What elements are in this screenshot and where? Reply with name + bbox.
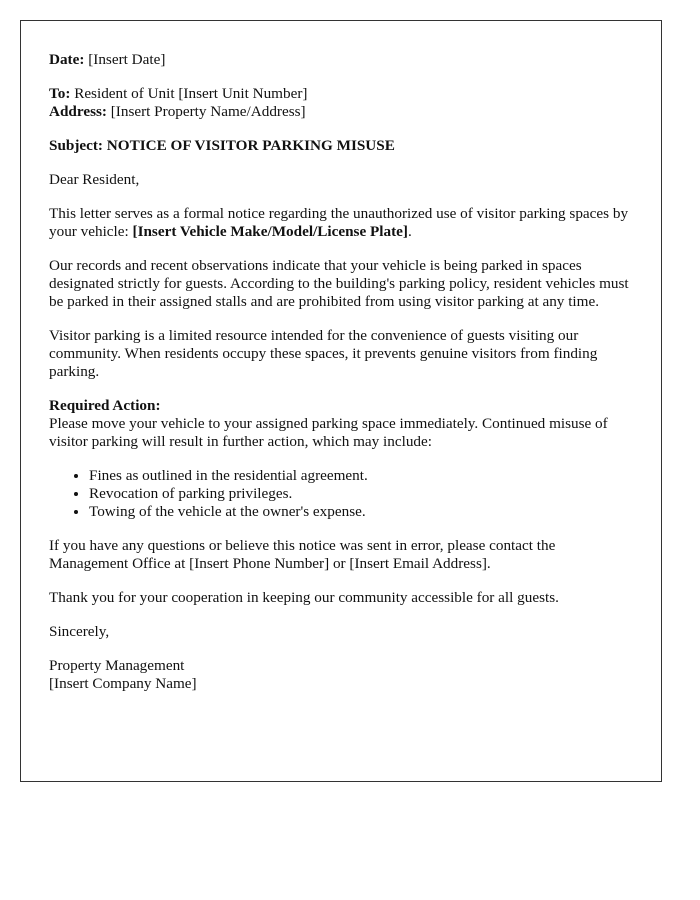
notice-text: This letter serves as a formal notice regarding the unauthorized use of visitor parking spaces by your vehicle: [49, 205, 629, 240]
list-item: • Fines as outlined in the residential agreement. [89, 467, 633, 485]
to-value: Resident of Unit [Insert Unit Number] [70, 85, 308, 102]
paragraph-visitor: Visitor parking is a limited resource intended for the convenience of guests visiting our community. When residents occupy these spaces, it prevents genuine visitors from finding parking. [49, 327, 598, 380]
address-label: Address: [49, 103, 107, 120]
paragraph-notice [49, 205, 633, 241]
subject-value: NOTICE OF VISITOR PARKING MISUSE [103, 137, 395, 154]
subject-line [49, 137, 633, 155]
required-action-label: Required Action: [49, 397, 161, 414]
signoff: Sincerely, [49, 623, 110, 640]
consequence-list [49, 467, 633, 521]
address-value: [Insert Property Name/Address] [106, 103, 306, 120]
subject-label: Subject: [49, 137, 103, 154]
signature-block [49, 657, 633, 693]
vehicle-placeholder: [Insert Vehicle Make/Model/License Plate] [132, 223, 408, 240]
sender-name: Property Management [49, 657, 185, 674]
date-line [49, 51, 633, 69]
recipient-block [49, 85, 633, 121]
date-value: [Insert Date] [84, 51, 166, 68]
paragraph-thanks: Thank you for your cooperation in keeping our community accessible for all guests. [49, 589, 559, 606]
list-item: • Revocation of parking privileges. [89, 485, 633, 503]
notice-end: . [407, 223, 412, 240]
letter [20, 20, 662, 782]
required-action [49, 397, 633, 451]
paragraph-records: Our records and recent observations indicate that your vehicle is being parked in spaces designated strictly for guests. According to the building's parking policy, resident vehicles must be parked in their assigned stalls and are prohibited from using visitor parking at any time. [49, 257, 629, 310]
paragraph-contact: If you have any questions or believe this notice was sent in error, please contact the Management Office at [Insert Phone Number] or [Insert Email Address]. [49, 537, 556, 572]
date-label: Date: [49, 51, 85, 68]
salutation: Dear Resident, [49, 171, 140, 188]
list-item: • Towing of the vehicle at the owner's expense. [89, 503, 633, 521]
to-label: To: [49, 85, 71, 102]
company-name: [Insert Company Name] [49, 675, 197, 692]
required-action-text: Please move your vehicle to your assigned parking space immediately. Continued misuse of visitor parking will result in further action, which may include: [49, 415, 608, 450]
